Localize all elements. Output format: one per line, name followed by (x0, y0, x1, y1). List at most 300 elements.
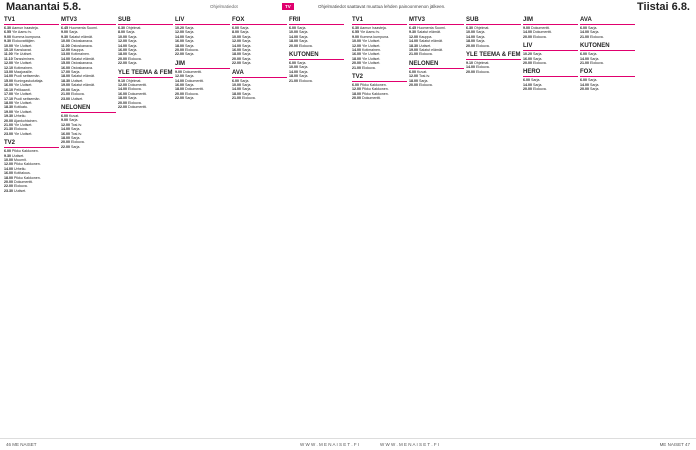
program-time: 14.00 (175, 34, 184, 39)
program-time: 13.00 (61, 52, 70, 57)
program-title: Elokuva. (14, 184, 28, 189)
program-title: Elokuva. (185, 91, 199, 96)
program-title: Aamun haasteja. (359, 26, 387, 30)
program-title: Sarja. (476, 34, 486, 39)
program-time: 21.30 (4, 127, 13, 132)
program-time: 10.00 (466, 30, 475, 35)
program-entry (466, 44, 521, 48)
program-title: Sarja. (240, 78, 250, 83)
program-title: Yle Uutiset. (361, 43, 381, 48)
program-title: Sarja. (588, 52, 598, 57)
program-time: 10.00 (4, 43, 13, 48)
footer-url-left: W W W . M E N A I S E T . F I (300, 442, 360, 447)
program-time: 12.00 (409, 74, 418, 79)
listing-column (352, 16, 407, 436)
program-title: Sarja. (297, 26, 307, 30)
program-title: Sarja. (128, 43, 138, 48)
program-title: Salatut elämät. (419, 39, 443, 44)
program-time: 23.00 (4, 131, 13, 136)
program-title: Ohjelmat. (126, 78, 142, 83)
program-title: Kuvat. (69, 113, 80, 118)
program-time: 14.00 (580, 82, 589, 87)
program-title: Elokuva. (71, 92, 85, 97)
channel-heading: TV1 (4, 16, 59, 25)
program-time: 9.00 (61, 30, 68, 35)
program-time: 22.00 (175, 52, 184, 57)
program-entry (466, 70, 521, 74)
program-title: Sarja. (128, 96, 138, 101)
program-time: 21.00 (232, 96, 241, 101)
page-header (0, 0, 696, 14)
program-title: Kanskavat. (14, 48, 32, 53)
program-title: Elokuva. (533, 34, 547, 39)
program-time: 9.00 (523, 26, 530, 30)
program-time: 6.00 (289, 26, 296, 30)
program-time: 12.00 (175, 30, 184, 35)
program-time: 16.00 (175, 39, 184, 44)
channel-heading: YLE TEEMA & FEM (118, 69, 173, 76)
program-title: Salatut elämät. (71, 74, 95, 79)
listing-column (580, 16, 635, 436)
program-time: 11.10 (4, 56, 13, 61)
program-time: 18.30 (4, 105, 13, 110)
footer-url-right: W W W . M E N A I S E T . F I (380, 442, 440, 447)
program-time: 6.30 (352, 26, 359, 30)
program-time: 12.00 (352, 43, 361, 48)
program-time: 20.00 (523, 34, 532, 39)
program-title: Sarja. (476, 39, 486, 44)
program-title: Urheilu. (14, 166, 27, 171)
program-title: Dokumentti. (531, 26, 551, 30)
program-time: 21.00 (4, 122, 13, 127)
program-time: 16.00 (4, 171, 13, 176)
program-title: Sarja. (71, 135, 81, 140)
program-title: Salatut elämät. (71, 83, 95, 88)
program-time: 21.00 (409, 52, 418, 57)
program-time: 20.00 (118, 100, 127, 105)
program-title: Dokumentti. (362, 96, 382, 101)
program-time: 14.00 (466, 65, 475, 70)
program-time: 10.00 (352, 39, 361, 44)
program-time: 18.00 (232, 52, 241, 57)
program-time: 11.00 (61, 43, 70, 48)
program-time: 10.20 (523, 52, 532, 57)
program-time: 12.10 (4, 65, 13, 70)
program-title: Urheilu. (14, 114, 27, 119)
program-title: Sarja. (126, 30, 136, 35)
program-time: 16.00 (523, 56, 532, 61)
channel-block (4, 139, 59, 193)
program-time: 8.00 (118, 30, 125, 35)
program-time: 22.00 (118, 105, 127, 110)
program-time: 20.00 (175, 91, 184, 96)
program-time: 21.00 (61, 92, 70, 97)
program-title: Sarja. (590, 56, 600, 61)
program-title: Yle Uutiset. (13, 109, 33, 114)
program-title: Ostoskanava. (71, 39, 93, 44)
program-title: Sarja. (533, 56, 543, 61)
program-title: Tanssiminen. (13, 56, 35, 61)
program-title: Kotimainen. (14, 65, 33, 70)
program-title: Dokumentti. (128, 105, 148, 110)
program-title: Sarja. (185, 96, 195, 101)
footer-right: ME NAISET 47 (659, 442, 690, 447)
program-title: Tosi-tv. (418, 74, 431, 79)
program-title: Ohjelmat. (474, 61, 490, 66)
program-title: Elokuva. (419, 52, 433, 57)
channel-heading: KUTONEN (289, 51, 344, 60)
program-time: 15.00 (61, 61, 70, 66)
program-time: 10.00 (118, 34, 127, 39)
program-time: 19.00 (61, 83, 70, 88)
program-title: Elokuva. (185, 48, 199, 53)
program-time: 14.00 (232, 43, 241, 48)
program-time: 10.00 (289, 65, 298, 70)
program-title: Sarja. (185, 34, 195, 39)
program-time: 11.00 (4, 52, 13, 57)
channel-heading: TV2 (4, 139, 59, 148)
channel-heading: KUTONEN (580, 42, 635, 51)
program-time: 9.00 (352, 34, 359, 39)
program-title: Kotitalous. (14, 171, 31, 176)
program-time: 10.00 (232, 34, 241, 39)
channel-block (118, 69, 173, 110)
program-title: Sarja. (185, 30, 195, 35)
program-title: Salatut elämät. (69, 34, 93, 39)
program-time: 6.55 (352, 30, 359, 35)
program-time: 21.00 (580, 61, 589, 66)
program-time: 14.00 (409, 39, 418, 44)
program-entry (4, 132, 59, 136)
program-title: Elokuva. (590, 34, 604, 39)
program-title: Yle Uutiset. (13, 52, 33, 57)
program-title: Yle Uutiset. (13, 92, 33, 97)
program-title: Kuningaskuluttaja. (14, 78, 44, 83)
program-title: Uutiset. (419, 43, 432, 48)
listing-column (523, 16, 578, 436)
channel-block (4, 16, 59, 136)
program-time: 22.00 (61, 144, 70, 149)
channel-block (289, 51, 344, 83)
program-time: 18.00 (352, 91, 361, 96)
program-title: Ohjelmat. (474, 26, 490, 30)
program-title: Kumma kumpuna. (12, 34, 42, 39)
program-title: Sarja. (242, 56, 252, 61)
channel-block (409, 16, 464, 57)
program-time: 20.00 (409, 83, 418, 88)
program-time: 14.00 (289, 69, 298, 74)
program-title: Sarja. (590, 30, 600, 35)
program-time: 20.00 (118, 56, 127, 61)
program-time: 9.10 (118, 78, 125, 83)
program-time: 14.00 (4, 166, 13, 171)
program-time: 18.00 (61, 135, 70, 140)
program-time: 20.00 (466, 69, 475, 74)
program-time: 16.00 (118, 48, 127, 53)
program-title: Elokuva. (590, 61, 604, 66)
program-title: Sarja. (240, 30, 250, 35)
program-time: 6.30 (118, 26, 125, 30)
program-title: Sarja. (185, 26, 195, 30)
program-time: 22.00 (4, 184, 13, 189)
program-title: Sarja. (71, 127, 81, 132)
program-time: 6.00 (289, 61, 296, 66)
header-subtitle: Ohjelmatiedot (210, 4, 238, 9)
program-title: Elokuva. (242, 96, 256, 101)
program-entry (580, 35, 635, 39)
program-title: Sarja. (69, 30, 79, 35)
program-time: 9.10 (466, 61, 473, 66)
program-time: 15.00 (4, 78, 13, 83)
program-time: 18.00 (118, 96, 127, 101)
channel-block (175, 60, 230, 101)
program-time: 6.00 (61, 113, 68, 118)
program-title: Dokumentti. (533, 30, 553, 35)
program-time: 14.00 (61, 56, 70, 61)
program-title: Elokuva. (299, 43, 313, 48)
program-time: 12.00 (61, 48, 70, 53)
program-time: 14.00 (580, 30, 589, 35)
program-title: Yle Uutiset. (361, 56, 381, 61)
program-entry (523, 35, 578, 39)
program-time: 20.00 (61, 87, 70, 92)
program-title: Elokuva. (14, 127, 28, 132)
program-title: Elokuva. (299, 78, 313, 83)
program-title: Kotimainen. (71, 52, 90, 57)
program-time: 9.30 (409, 30, 416, 35)
program-time: 23.00 (61, 96, 70, 101)
program-time: 12.00 (4, 162, 13, 167)
left-page (4, 16, 344, 436)
program-time: 6.00 (352, 83, 359, 88)
program-title: Sarja. (533, 52, 543, 57)
program-time: 18.30 (61, 78, 70, 83)
program-time: 18.00 (232, 91, 241, 96)
listing-column (175, 16, 230, 436)
program-title: Kumma kumpuna. (360, 34, 390, 39)
program-time: 9.30 (61, 34, 68, 39)
program-time: 20.00 (232, 56, 241, 61)
program-title: Elokuvattäjien. (12, 39, 36, 44)
program-title: Sarja. (242, 48, 252, 53)
channel-heading: AVA (232, 69, 287, 78)
program-time: 22.00 (118, 61, 127, 66)
program-title: Ostoskanava. (70, 43, 93, 48)
program-entry (289, 79, 344, 83)
program-time: 20.00 (175, 48, 184, 53)
program-time: 12.00 (409, 34, 418, 39)
program-title: Tosi-tv. (70, 122, 83, 127)
program-time: 21.00 (352, 65, 361, 70)
program-entry (352, 96, 407, 100)
program-time: 10.00 (232, 83, 241, 88)
program-title: Salatut elämät. (419, 48, 443, 53)
program-title: Kuvat. (417, 69, 428, 74)
program-entry (61, 97, 116, 101)
program-title: Elokuva. (476, 65, 490, 70)
program-title: Sarja. (297, 61, 307, 66)
program-title: Sarja. (299, 34, 309, 39)
program-title: Sarja. (185, 43, 195, 48)
program-time: 14.00 (4, 74, 13, 79)
program-title: Sarja. (242, 52, 252, 57)
program-time: 21.00 (580, 34, 589, 39)
program-title: Ostoskanava. (71, 61, 93, 66)
program-time: 16.00 (232, 48, 241, 53)
program-time: 16.00 (61, 131, 70, 136)
program-time: 18.00 (61, 74, 70, 79)
left-day-title: Maanantai 5.8. (6, 1, 82, 13)
program-entry (523, 61, 578, 65)
channel-heading: LIV (175, 16, 230, 25)
program-time: 16.00 (118, 91, 127, 96)
channel-block (289, 16, 344, 48)
listing-column (61, 16, 116, 436)
channel-heading: SUB (466, 16, 521, 25)
program-entry (232, 96, 287, 100)
channel-heading: TV2 (352, 73, 407, 82)
program-time: 6.00 (232, 78, 239, 83)
program-time: 13.00 (4, 70, 13, 75)
program-entry (175, 96, 230, 100)
program-time: 14.00 (118, 87, 127, 92)
program-title: Dokumentti. (128, 83, 148, 88)
program-entry (232, 61, 287, 65)
channel-heading: YLE TEEMA & FEM (466, 52, 521, 59)
program-time: 18.00 (175, 87, 184, 92)
program-entry (61, 145, 116, 149)
program-time: 6.45 (409, 26, 416, 30)
program-title: Dokumentti. (128, 91, 148, 96)
program-title: Sarja. (71, 70, 81, 75)
program-time: 18.00 (4, 175, 13, 180)
channel-block (466, 51, 521, 74)
program-time: 14.00 (523, 82, 532, 87)
program-title: Sarja. (242, 34, 252, 39)
program-time: 17.10 (4, 96, 13, 101)
program-title: Sarja. (128, 52, 138, 57)
program-title: Puoli seitsemän. (14, 96, 41, 101)
program-title: Sarja. (242, 83, 252, 88)
program-time: 10.10 (4, 48, 13, 53)
program-time: 16.00 (4, 83, 13, 88)
program-title: Sarja. (299, 69, 309, 74)
program-title: Huomenta Suomi. (69, 26, 98, 30)
channel-block (232, 69, 287, 101)
program-title: Pikku Kakkonen. (360, 83, 387, 88)
program-time: 18.30 (409, 43, 418, 48)
footer-left: 46 ME NAISET (6, 442, 37, 447)
channel-block (466, 16, 521, 48)
program-title: Kotikatu. (14, 105, 28, 110)
program-title: Sarja. (69, 118, 79, 123)
program-time: 20.00 (61, 140, 70, 145)
program-time: 16.00 (61, 65, 70, 70)
program-title: Uutiset. (71, 78, 84, 83)
program-time: 20.00 (580, 87, 589, 92)
program-title: Sarja. (588, 26, 598, 30)
program-entry (523, 87, 578, 91)
program-time: 6.00 (409, 69, 416, 74)
program-time: 10.00 (289, 30, 298, 35)
program-title: Sarja. (242, 91, 252, 96)
channel-heading: AVA (580, 16, 635, 25)
program-title: Pikku Kakkonen. (362, 91, 389, 96)
program-entry (289, 44, 344, 48)
program-time: 20.00 (352, 96, 361, 101)
program-time: 18.00 (409, 78, 418, 83)
program-time: 14.00 (580, 56, 589, 61)
program-time: 10.00 (61, 39, 70, 44)
program-time: 12.00 (61, 122, 70, 127)
program-title: Sarja. (590, 87, 600, 92)
program-title: Yle Uutiset. (361, 39, 381, 44)
channel-heading: JIM (175, 60, 230, 69)
program-time: 19.30 (4, 114, 13, 119)
program-title: Uutiset. (14, 188, 27, 193)
program-time: 14.00 (175, 78, 184, 83)
channel-heading: NELONEN (61, 104, 116, 113)
program-time: 6.30 (466, 26, 473, 30)
program-title: Maajussille. (14, 70, 33, 75)
listing-column (289, 16, 344, 436)
program-title: Pikku Kakkonen. (362, 87, 389, 92)
channel-heading: NELONEN (409, 60, 464, 69)
program-time: 21.00 (289, 78, 298, 83)
program-time: 10.00 (4, 157, 13, 162)
program-time: 6.00 (580, 26, 587, 30)
program-time: 6.00 (523, 78, 530, 83)
program-title: Kotimainen. (362, 48, 381, 53)
program-time: 16.10 (4, 87, 13, 92)
channel-heading: LIV (523, 42, 578, 51)
program-entry (409, 52, 464, 56)
program-time: 6.00 (4, 149, 11, 154)
listing-column (118, 16, 173, 436)
channel-heading: SUB (118, 16, 173, 25)
channel-heading: MTV3 (409, 16, 464, 25)
program-title: Elokuva. (419, 83, 433, 88)
program-title: Sarja. (590, 82, 600, 87)
channel-heading: FOX (580, 68, 635, 77)
program-time: 14.00 (232, 87, 241, 92)
program-time: 12.00 (4, 61, 13, 66)
channel-block (523, 42, 578, 65)
program-time: 18.00 (175, 43, 184, 48)
program-title: Sarja. (299, 30, 309, 35)
program-title: Sarja. (299, 74, 309, 79)
program-time: 10.20 (175, 26, 184, 30)
program-time: 6.00 (580, 78, 587, 83)
program-title: Sarja. (531, 78, 541, 83)
channel-heading: MTV3 (61, 16, 116, 25)
program-title: Yle Uutiset. (13, 100, 33, 105)
program-title: Ostoskanava. (71, 65, 93, 70)
program-title: Salatut elämät. (71, 56, 95, 61)
program-title: Elokuva. (533, 87, 547, 92)
program-title: Sarja. (128, 34, 138, 39)
program-time: 9.30 (4, 39, 11, 44)
program-title: Tosi-tv. (70, 131, 83, 136)
channel-block (232, 16, 287, 66)
header-tag: TV (282, 3, 294, 10)
program-title: Pikku Kakkonen. (14, 162, 41, 167)
program-entry (580, 87, 635, 91)
program-title: Sarja. (242, 43, 252, 48)
program-title: Dokumentti. (14, 180, 34, 184)
program-title: Pelikaanit. (14, 87, 31, 92)
right-page (352, 16, 692, 436)
